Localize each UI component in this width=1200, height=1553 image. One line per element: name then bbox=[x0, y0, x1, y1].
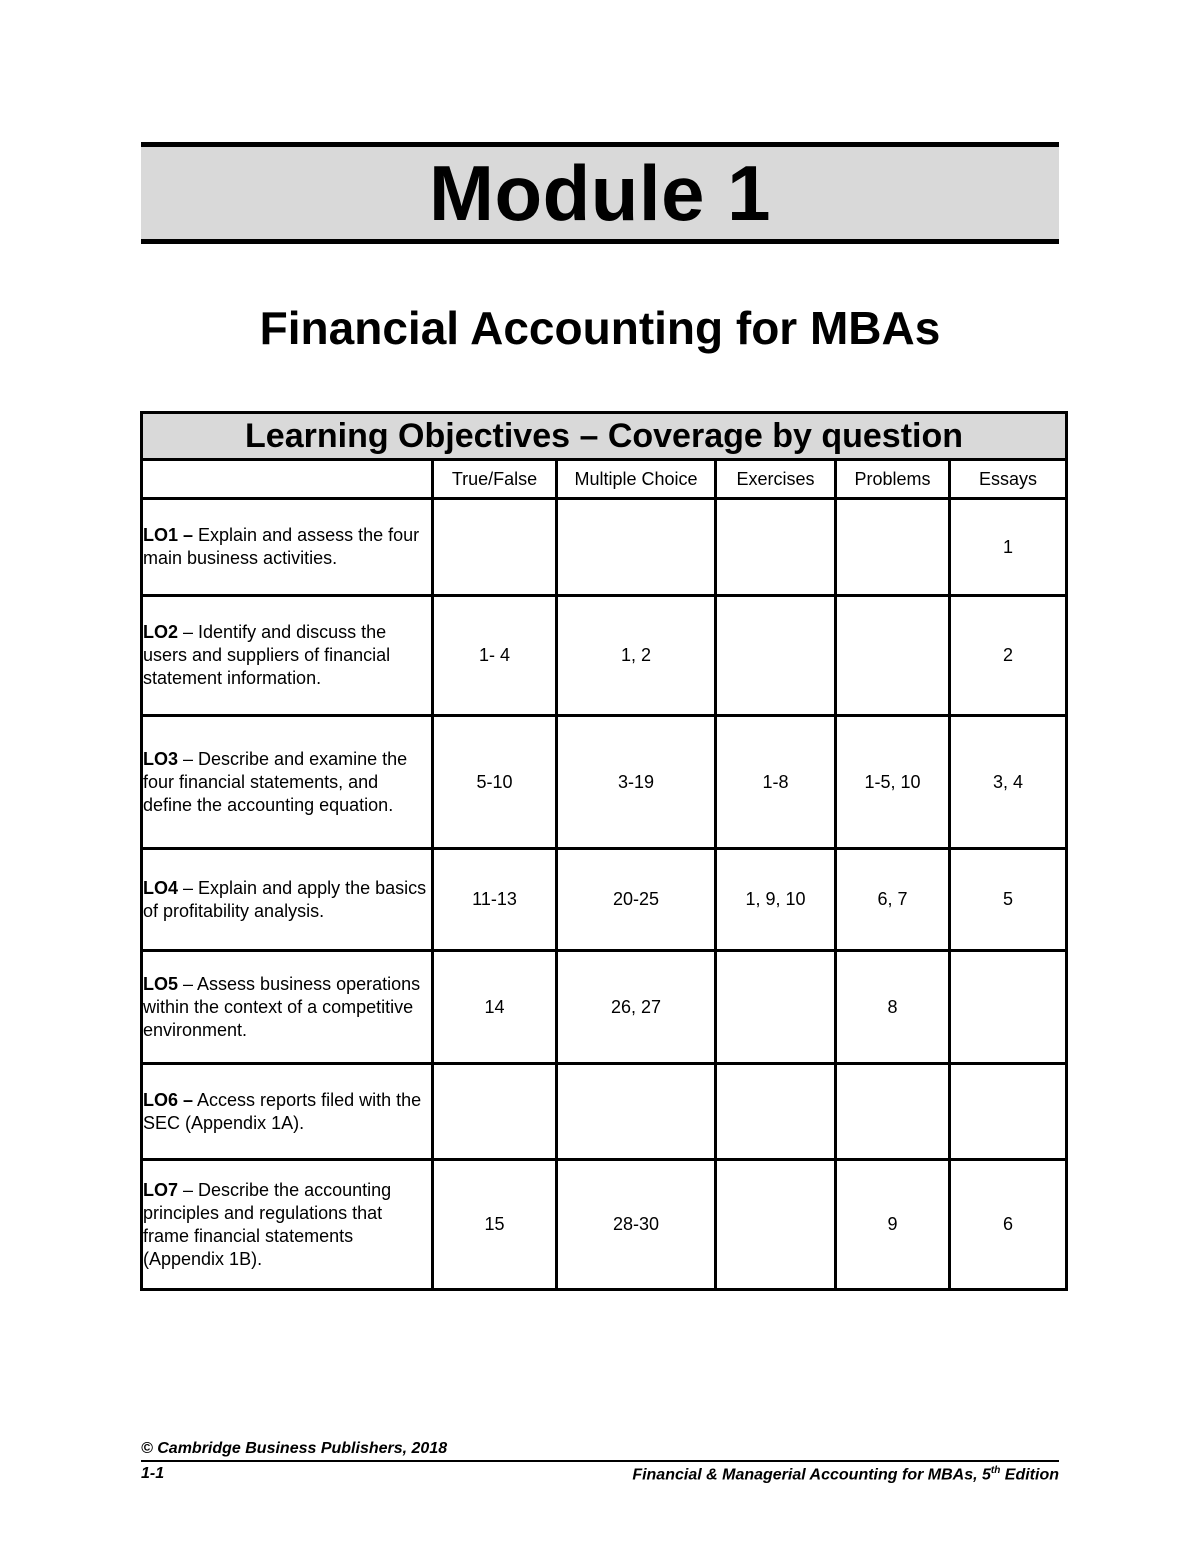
lo1-description bbox=[142, 499, 433, 596]
lo1-exercises bbox=[716, 499, 836, 596]
lo5-code: LO5 bbox=[143, 973, 179, 994]
lo1-code: LO1 – bbox=[143, 525, 194, 545]
lo2-text: – Identify and discuss the users and suppliers of financial statement information. bbox=[143, 622, 391, 688]
lo7-true-false: 15 bbox=[433, 1160, 557, 1290]
footer-publisher: © Cambridge Business Publishers, 2018 bbox=[141, 1440, 448, 1457]
footer-book-sup: th bbox=[990, 1465, 1001, 1476]
lo6-essays bbox=[950, 1064, 1067, 1160]
lo4-essays: 5 bbox=[950, 849, 1067, 951]
lo7-multiple-choice: 28-30 bbox=[557, 1160, 716, 1290]
table-row-lo6 bbox=[142, 1064, 1067, 1160]
lo7-text: – Describe the accounting principles and regulations that frame financial statements (Appendix 1B). bbox=[143, 1179, 392, 1269]
table-row-lo1 bbox=[142, 499, 1067, 596]
lo6-multiple-choice bbox=[557, 1064, 716, 1160]
table-row-lo7 bbox=[142, 1160, 1067, 1290]
lo2-code: LO2 bbox=[143, 622, 179, 642]
lo4-text: – Explain and apply the basics of profitability analysis. bbox=[143, 877, 427, 921]
learning-objectives-table bbox=[140, 411, 1068, 1291]
lo4-description bbox=[142, 849, 433, 951]
lo5-exercises bbox=[716, 951, 836, 1064]
lo5-multiple-choice: 26, 27 bbox=[557, 951, 716, 1064]
lo4-multiple-choice: 20-25 bbox=[557, 849, 716, 951]
module-title-band bbox=[141, 142, 1059, 244]
lo3-exercises: 1-8 bbox=[716, 716, 836, 849]
header-multiple-choice: Multiple Choice bbox=[557, 460, 716, 499]
lo5-description bbox=[142, 951, 433, 1064]
table-row-lo2 bbox=[142, 596, 1067, 716]
lo2-problems bbox=[836, 596, 950, 716]
header-problems: Problems bbox=[836, 460, 950, 499]
lo7-code: LO7 bbox=[143, 1179, 179, 1200]
footer-book-prefix: Financial & Managerial Accounting for MBAs, 5 bbox=[632, 1466, 991, 1484]
header-true-false: True/False bbox=[433, 460, 557, 499]
lo1-text: Explain and assess the four main business activities. bbox=[143, 525, 420, 568]
lo1-true-false bbox=[433, 499, 557, 596]
lo3-problems: 1-5, 10 bbox=[836, 716, 950, 849]
footer-divider bbox=[141, 1460, 1059, 1462]
lo5-text: – Assess business operations within the context of a competitive environment. bbox=[143, 973, 421, 1040]
lo7-problems: 9 bbox=[836, 1160, 950, 1290]
lo3-true-false: 5-10 bbox=[433, 716, 557, 849]
lo6-problems bbox=[836, 1064, 950, 1160]
lo3-text: – Describe and examine the four financial statements, and define the accounting equation. bbox=[143, 748, 408, 815]
header-blank bbox=[142, 460, 433, 499]
header-essays: Essays bbox=[950, 460, 1067, 499]
table-row-lo5 bbox=[142, 951, 1067, 1064]
table-caption: Learning Objectives – Coverage by question bbox=[142, 413, 1067, 460]
lo4-code: LO4 bbox=[143, 877, 179, 898]
lo7-essays: 6 bbox=[950, 1160, 1067, 1290]
table-row-lo4 bbox=[142, 849, 1067, 951]
footer-book-suffix: Edition bbox=[1000, 1466, 1059, 1484]
table-row-lo3 bbox=[142, 716, 1067, 849]
lo4-exercises: 1, 9, 10 bbox=[716, 849, 836, 951]
lo7-description bbox=[142, 1160, 433, 1290]
lo6-text: Access reports filed with the SEC (Appendix 1A). bbox=[143, 1089, 422, 1133]
lo2-description bbox=[142, 596, 433, 716]
lo2-true-false: 1- 4 bbox=[433, 596, 557, 716]
lo2-multiple-choice: 1, 2 bbox=[557, 596, 716, 716]
lo3-multiple-choice: 3-19 bbox=[557, 716, 716, 849]
footer-book-title bbox=[632, 1465, 1059, 1484]
lo6-description bbox=[142, 1064, 433, 1160]
lo5-essays bbox=[950, 951, 1067, 1064]
footer-page-number: 1-1 bbox=[141, 1465, 165, 1482]
lo3-description bbox=[142, 716, 433, 849]
lo4-true-false: 11-13 bbox=[433, 849, 557, 951]
lo5-problems: 8 bbox=[836, 951, 950, 1064]
lo6-exercises bbox=[716, 1064, 836, 1160]
lo4-problems: 6, 7 bbox=[836, 849, 950, 951]
lo3-essays: 3, 4 bbox=[950, 716, 1067, 849]
lo5-true-false: 14 bbox=[433, 951, 557, 1064]
lo1-multiple-choice bbox=[557, 499, 716, 596]
lo3-code: LO3 bbox=[143, 748, 179, 769]
lo6-code: LO6 – bbox=[143, 1089, 194, 1110]
lo1-essays: 1 bbox=[950, 499, 1067, 596]
table-header-row bbox=[142, 460, 1067, 499]
lo6-true-false bbox=[433, 1064, 557, 1160]
module-title: Module 1 bbox=[428, 149, 771, 237]
lo1-problems bbox=[836, 499, 950, 596]
lo2-essays: 2 bbox=[950, 596, 1067, 716]
lo7-exercises bbox=[716, 1160, 836, 1290]
header-exercises: Exercises bbox=[716, 460, 836, 499]
book-title: Financial Accounting for MBAs bbox=[259, 302, 941, 354]
table-caption-row bbox=[142, 413, 1067, 460]
lo2-exercises bbox=[716, 596, 836, 716]
